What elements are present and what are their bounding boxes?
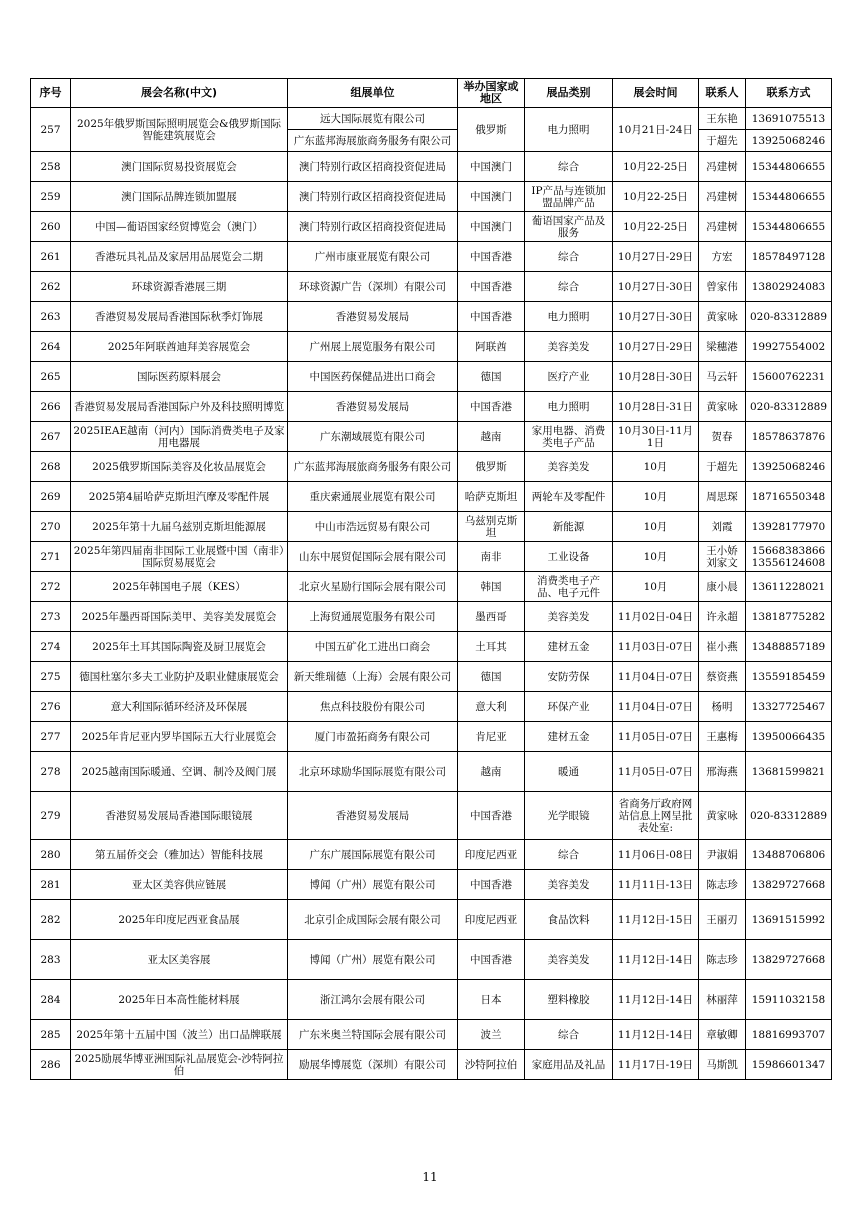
cell-country: 德国 — [458, 362, 525, 392]
table-row — [31, 900, 832, 940]
table-row — [31, 512, 832, 542]
table-row — [31, 662, 832, 692]
cell-country: 中国澳门 — [458, 212, 525, 242]
cell-country: 中国香港 — [458, 302, 525, 332]
cell-phone: 15344806655 — [746, 182, 832, 212]
cell-contact: 陈志珍 — [699, 870, 746, 900]
cell-no: 271 — [31, 542, 71, 572]
header-category: 展品类别 — [525, 79, 613, 108]
cell-contact: 冯建树 — [699, 182, 746, 212]
cell-country: 中国澳门 — [458, 182, 525, 212]
cell-name: 2025年印度尼西亚食品展 — [71, 900, 288, 940]
cell-category: 医疗产业 — [525, 362, 613, 392]
cell-time: 10月22-25日 — [613, 182, 699, 212]
cell-organizer: 广东蓝邦海展旅商务服务有限公司 — [288, 452, 458, 482]
cell-contact: 贺春 — [699, 422, 746, 452]
cell-name: 德国杜塞尔多夫工业防护及职业健康展览会 — [71, 662, 288, 692]
cell-time: 10月21日-24日 — [613, 108, 699, 152]
cell-organizer: 澳门特别行政区招商投资促进局 — [288, 212, 458, 242]
cell-contact: 周思琛 — [699, 482, 746, 512]
cell-name: 2025第4届哈萨克斯坦汽摩及零配件展 — [71, 482, 288, 512]
cell-phone: 13691075513 — [746, 108, 832, 130]
header-contact: 联系人 — [699, 79, 746, 108]
cell-category: 综合 — [525, 272, 613, 302]
cell-time: 省商务厅政府网站信息上网呈批表处室: — [613, 792, 699, 840]
cell-category: 葡语国家产品及服务 — [525, 212, 613, 242]
cell-organizer: 浙江鸿尔会展有限公司 — [288, 980, 458, 1020]
cell-contact: 马云轩 — [699, 362, 746, 392]
cell-name: 2025年俄罗斯国际照明展览会&俄罗斯国际智能建筑展览会 — [71, 108, 288, 152]
cell-phone: 18716550348 — [746, 482, 832, 512]
cell-no: 272 — [31, 572, 71, 602]
table-row — [31, 632, 832, 662]
cell-time: 11月06日-08日 — [613, 840, 699, 870]
cell-phone — [746, 542, 832, 572]
cell-category: 环保产业 — [525, 692, 613, 722]
table-row — [31, 602, 832, 632]
cell-no: 274 — [31, 632, 71, 662]
cell-category: 美容美发 — [525, 452, 613, 482]
cell-time: 11月05日-07日 — [613, 722, 699, 752]
cell-organizer: 香港贸易发展局 — [288, 302, 458, 332]
cell-no: 258 — [31, 152, 71, 182]
cell-category: 美容美发 — [525, 332, 613, 362]
cell-time: 10月 — [613, 452, 699, 482]
cell-time: 10月27日-30日 — [613, 302, 699, 332]
cell-phone: 13488857189 — [746, 632, 832, 662]
cell-country: 中国香港 — [458, 870, 525, 900]
cell-category: 家庭用品及礼品 — [525, 1050, 613, 1080]
cell-no: 267 — [31, 422, 71, 452]
cell-name: 中国—葡语国家经贸博览会（澳门） — [71, 212, 288, 242]
cell-no: 273 — [31, 602, 71, 632]
cell-name: 国际医药原料展会 — [71, 362, 288, 392]
cell-time: 11月05日-07日 — [613, 752, 699, 792]
cell-organizer: 广东潮域展览有限公司 — [288, 422, 458, 452]
cell-name: 2025年土耳其国际陶瓷及厨卫展览会 — [71, 632, 288, 662]
cell-phone: 13691515992 — [746, 900, 832, 940]
cell-organizer: 澳门特别行政区招商投资促进局 — [288, 152, 458, 182]
cell-contact: 于超先 — [699, 452, 746, 482]
cell-organizer: 北京引企成国际会展有限公司 — [288, 900, 458, 940]
cell-phone: 18816993707 — [746, 1020, 832, 1050]
cell-phone: 18578637876 — [746, 422, 832, 452]
cell-contact: 蔡资燕 — [699, 662, 746, 692]
cell-category: IP产品与连锁加盟品牌产品 — [525, 182, 613, 212]
cell-no: 263 — [31, 302, 71, 332]
cell-organizer: 北京火星励行国际会展有限公司 — [288, 572, 458, 602]
cell-no: 259 — [31, 182, 71, 212]
cell-phone: 15986601347 — [746, 1050, 832, 1080]
cell-organizer: 上海贸通展览服务有限公司 — [288, 602, 458, 632]
cell-no: 281 — [31, 870, 71, 900]
cell-country: 哈萨克斯坦 — [458, 482, 525, 512]
cell-organizer: 重庆索通展业展览有限公司 — [288, 482, 458, 512]
cell-name: 香港贸易发展局香港国际户外及科技照明博览 — [71, 392, 288, 422]
cell-phone-line: 13556124608 — [751, 556, 826, 569]
cell-country: 阿联酋 — [458, 332, 525, 362]
cell-name: 香港贸易发展局香港国际眼镜展 — [71, 792, 288, 840]
cell-time: 11月17日-19日 — [613, 1050, 699, 1080]
cell-category: 建材五金 — [525, 632, 613, 662]
cell-no: 266 — [31, 392, 71, 422]
cell-contact: 方宏 — [699, 242, 746, 272]
cell-phone: 15911032158 — [746, 980, 832, 1020]
table-header-row — [31, 79, 832, 108]
cell-no: 261 — [31, 242, 71, 272]
header-organizer: 组展单位 — [288, 79, 458, 108]
table-row — [31, 752, 832, 792]
cell-phone: 020-83312889 — [746, 792, 832, 840]
cell-organizer: 广东蓝邦海展旅商务服务有限公司 — [288, 130, 458, 152]
cell-country: 波兰 — [458, 1020, 525, 1050]
cell-name: 2025励展华博亚洲国际礼品展览会-沙特阿拉伯 — [71, 1050, 288, 1080]
table-row — [31, 182, 832, 212]
cell-no: 280 — [31, 840, 71, 870]
cell-phone: 13488706806 — [746, 840, 832, 870]
cell-name: 2025年韩国电子展（KES） — [71, 572, 288, 602]
cell-no: 262 — [31, 272, 71, 302]
cell-contact: 曾家伟 — [699, 272, 746, 302]
cell-category: 美容美发 — [525, 870, 613, 900]
cell-name: 第五届侨交会（雅加达）智能科技展 — [71, 840, 288, 870]
cell-category: 综合 — [525, 840, 613, 870]
cell-organizer: 广东广展国际展览有限公司 — [288, 840, 458, 870]
cell-country: 肯尼亚 — [458, 722, 525, 752]
cell-name: 2025年第十九届乌兹别克斯坦能源展 — [71, 512, 288, 542]
cell-organizer: 博闻（广州）展览有限公司 — [288, 940, 458, 980]
cell-time: 10月22-25日 — [613, 212, 699, 242]
cell-contact: 冯建树 — [699, 212, 746, 242]
cell-contact-line: 刘家文 — [706, 556, 738, 569]
cell-name: 2025IEAE越南（河内）国际消费类电子及家用电器展 — [71, 422, 288, 452]
cell-category: 安防劳保 — [525, 662, 613, 692]
cell-contact: 黄家咏 — [699, 302, 746, 332]
cell-name: 香港玩具礼品及家居用品展览会二期 — [71, 242, 288, 272]
cell-contact: 于超先 — [699, 130, 746, 152]
cell-category: 综合 — [525, 242, 613, 272]
cell-phone: 13559185459 — [746, 662, 832, 692]
cell-no: 279 — [31, 792, 71, 840]
cell-phone: 13925068246 — [746, 130, 832, 152]
cell-organizer: 焦点科技股份有限公司 — [288, 692, 458, 722]
cell-category: 美容美发 — [525, 602, 613, 632]
cell-no: 282 — [31, 900, 71, 940]
cell-phone: 13802924083 — [746, 272, 832, 302]
cell-contact: 王丽刃 — [699, 900, 746, 940]
cell-category: 光学眼镜 — [525, 792, 613, 840]
cell-country: 中国香港 — [458, 792, 525, 840]
cell-no: 277 — [31, 722, 71, 752]
cell-contact: 黄家咏 — [699, 792, 746, 840]
table-row — [31, 722, 832, 752]
cell-country: 墨西哥 — [458, 602, 525, 632]
cell-category: 综合 — [525, 1020, 613, 1050]
table-row — [31, 302, 832, 332]
cell-name: 2025年墨西哥国际美甲、美容美发展览会 — [71, 602, 288, 632]
cell-category: 两轮车及零配件 — [525, 482, 613, 512]
cell-category: 食品饮料 — [525, 900, 613, 940]
cell-no: 275 — [31, 662, 71, 692]
cell-name: 2025年第四届南非国际工业展暨中国（南非）国际贸易展览会 — [71, 542, 288, 572]
cell-time: 10月27日-29日 — [613, 242, 699, 272]
cell-phone: 13681599821 — [746, 752, 832, 792]
cell-phone: 13928177970 — [746, 512, 832, 542]
cell-time: 10月30日-11月1日 — [613, 422, 699, 452]
cell-category: 工业设备 — [525, 542, 613, 572]
cell-country: 中国香港 — [458, 940, 525, 980]
cell-time: 10月28日-31日 — [613, 392, 699, 422]
cell-country: 德国 — [458, 662, 525, 692]
cell-phone: 13829727668 — [746, 870, 832, 900]
cell-time: 11月02日-04日 — [613, 602, 699, 632]
table-row — [31, 1020, 832, 1050]
cell-phone: 020-83312889 — [746, 302, 832, 332]
cell-phone: 13829727668 — [746, 940, 832, 980]
cell-contact-line: 王小娇 — [706, 544, 738, 557]
cell-category: 综合 — [525, 152, 613, 182]
cell-phone: 13611228021 — [746, 572, 832, 602]
cell-category: 电力照明 — [525, 108, 613, 152]
cell-no: 284 — [31, 980, 71, 1020]
cell-time: 10月 — [613, 512, 699, 542]
cell-contact: 陈志珍 — [699, 940, 746, 980]
cell-organizer: 中国五矿化工进出口商会 — [288, 632, 458, 662]
cell-name: 环球资源香港展三期 — [71, 272, 288, 302]
cell-time: 11月12日-14日 — [613, 1020, 699, 1050]
cell-contact: 邢海燕 — [699, 752, 746, 792]
cell-country: 韩国 — [458, 572, 525, 602]
cell-time: 11月12日-15日 — [613, 900, 699, 940]
cell-contact: 康小晨 — [699, 572, 746, 602]
cell-organizer: 广州市康亚展览有限公司 — [288, 242, 458, 272]
cell-time: 11月03日-07日 — [613, 632, 699, 662]
cell-country: 土耳其 — [458, 632, 525, 662]
cell-organizer: 厦门市盈拓商务有限公司 — [288, 722, 458, 752]
cell-country: 印度尼西亚 — [458, 900, 525, 940]
cell-country: 沙特阿拉伯 — [458, 1050, 525, 1080]
cell-country: 意大利 — [458, 692, 525, 722]
cell-no: 269 — [31, 482, 71, 512]
cell-phone: 13818775282 — [746, 602, 832, 632]
table-row — [31, 242, 832, 272]
cell-time: 11月12日-14日 — [613, 940, 699, 980]
cell-country: 中国香港 — [458, 242, 525, 272]
table-row — [31, 870, 832, 900]
table-row — [31, 392, 832, 422]
cell-category: 电力照明 — [525, 302, 613, 332]
cell-country: 俄罗斯 — [458, 108, 525, 152]
table-row — [31, 542, 832, 572]
cell-phone: 19927554002 — [746, 332, 832, 362]
cell-contact: 尹淑娟 — [699, 840, 746, 870]
cell-organizer: 北京环球励华国际展览有限公司 — [288, 752, 458, 792]
cell-category: 新能源 — [525, 512, 613, 542]
cell-organizer: 广州展上展览服务有限公司 — [288, 332, 458, 362]
cell-organizer: 环球资源广告（深圳）有限公司 — [288, 272, 458, 302]
cell-contact: 崔小燕 — [699, 632, 746, 662]
cell-contact — [699, 542, 746, 572]
cell-phone: 13950066435 — [746, 722, 832, 752]
table-row — [31, 572, 832, 602]
cell-organizer: 新天维瑞德（上海）会展有限公司 — [288, 662, 458, 692]
cell-no: 270 — [31, 512, 71, 542]
table-row — [31, 482, 832, 512]
cell-contact: 马斯凯 — [699, 1050, 746, 1080]
cell-phone: 18578497128 — [746, 242, 832, 272]
cell-time: 10月28日-30日 — [613, 362, 699, 392]
cell-category: 家用电器、消费类电子产品 — [525, 422, 613, 452]
cell-country: 印度尼西亚 — [458, 840, 525, 870]
cell-name: 亚太区美容供应链展 — [71, 870, 288, 900]
cell-contact: 王东艳 — [699, 108, 746, 130]
cell-category: 消费类电子产品、电子元件 — [525, 572, 613, 602]
cell-time: 10月 — [613, 482, 699, 512]
cell-country: 南非 — [458, 542, 525, 572]
table-row — [31, 1050, 832, 1080]
cell-no: 268 — [31, 452, 71, 482]
cell-category: 美容美发 — [525, 940, 613, 980]
cell-name: 2025年日本高性能材料展 — [71, 980, 288, 1020]
cell-time: 10月22-25日 — [613, 152, 699, 182]
table-row — [31, 452, 832, 482]
table-row — [31, 332, 832, 362]
table-row — [31, 272, 832, 302]
cell-organizer: 中山市浩远贸易有限公司 — [288, 512, 458, 542]
cell-time: 11月11日-13日 — [613, 870, 699, 900]
cell-organizer: 博闻（广州）展览有限公司 — [288, 870, 458, 900]
table-row — [31, 692, 832, 722]
cell-phone-line: 15668383866 — [751, 544, 826, 557]
cell-organizer: 香港贸易发展局 — [288, 392, 458, 422]
cell-country: 中国澳门 — [458, 152, 525, 182]
cell-time: 10月 — [613, 572, 699, 602]
cell-contact: 刘霞 — [699, 512, 746, 542]
cell-no: 264 — [31, 332, 71, 362]
cell-name: 亚太区美容展 — [71, 940, 288, 980]
cell-country: 越南 — [458, 422, 525, 452]
cell-no: 285 — [31, 1020, 71, 1050]
cell-category: 电力照明 — [525, 392, 613, 422]
header-time: 展会时间 — [613, 79, 699, 108]
cell-time: 10月27日-30日 — [613, 272, 699, 302]
table-row — [31, 212, 832, 242]
cell-country: 中国香港 — [458, 272, 525, 302]
cell-phone: 13925068246 — [746, 452, 832, 482]
cell-time: 11月04日-07日 — [613, 662, 699, 692]
cell-name: 2025年阿联酋迪拜美容展览会 — [71, 332, 288, 362]
cell-organizer: 广东米奥兰特国际会展有限公司 — [288, 1020, 458, 1050]
cell-no: 283 — [31, 940, 71, 980]
table-row — [31, 362, 832, 392]
cell-category: 建材五金 — [525, 722, 613, 752]
header-phone: 联系方式 — [746, 79, 832, 108]
cell-time: 10月 — [613, 542, 699, 572]
cell-no: 286 — [31, 1050, 71, 1080]
cell-organizer: 远大国际展览有限公司 — [288, 108, 458, 130]
table-row — [31, 940, 832, 980]
table-row — [31, 108, 832, 130]
exhibition-table — [30, 78, 832, 1080]
header-country: 举办国家或地区 — [458, 79, 525, 108]
cell-no: 260 — [31, 212, 71, 242]
cell-contact: 杨明 — [699, 692, 746, 722]
cell-category: 暖通 — [525, 752, 613, 792]
cell-country: 乌兹别克斯坦 — [458, 512, 525, 542]
cell-no: 265 — [31, 362, 71, 392]
cell-phone: 15344806655 — [746, 212, 832, 242]
cell-country: 中国香港 — [458, 392, 525, 422]
cell-name: 2025年第十五届中国（波兰）出口品牌联展 — [71, 1020, 288, 1050]
cell-category: 塑料橡胶 — [525, 980, 613, 1020]
table-row — [31, 840, 832, 870]
cell-name: 2025年肯尼亚内罗毕国际五大行业展览会 — [71, 722, 288, 752]
cell-no: 257 — [31, 108, 71, 152]
cell-time: 11月12日-14日 — [613, 980, 699, 1020]
cell-organizer: 澳门特别行政区招商投资促进局 — [288, 182, 458, 212]
cell-no: 278 — [31, 752, 71, 792]
cell-contact: 章敏卿 — [699, 1020, 746, 1050]
cell-phone: 15600762231 — [746, 362, 832, 392]
cell-contact: 黄家咏 — [699, 392, 746, 422]
cell-country: 日本 — [458, 980, 525, 1020]
cell-time: 10月27日-29日 — [613, 332, 699, 362]
cell-name: 澳门国际品牌连锁加盟展 — [71, 182, 288, 212]
cell-name: 2025越南国际暖通、空调、制冷及阀门展 — [71, 752, 288, 792]
cell-organizer: 山东中展贸促国际会展有限公司 — [288, 542, 458, 572]
cell-phone: 020-83312889 — [746, 392, 832, 422]
cell-contact: 林丽萍 — [699, 980, 746, 1020]
header-no: 序号 — [31, 79, 71, 108]
cell-contact: 王惠梅 — [699, 722, 746, 752]
table-row — [31, 980, 832, 1020]
table-row — [31, 152, 832, 182]
header-name: 展会名称(中文) — [71, 79, 288, 108]
cell-phone: 15344806655 — [746, 152, 832, 182]
table-row — [31, 422, 832, 452]
cell-name: 2025俄罗斯国际美容及化妆品展览会 — [71, 452, 288, 482]
cell-no: 276 — [31, 692, 71, 722]
page-number: 11 — [422, 1170, 438, 1184]
cell-name: 意大利国际循环经济及环保展 — [71, 692, 288, 722]
cell-contact: 许永超 — [699, 602, 746, 632]
cell-time: 11月04日-07日 — [613, 692, 699, 722]
cell-name: 香港贸易发展局香港国际秋季灯饰展 — [71, 302, 288, 332]
cell-organizer: 励展华博展览（深圳）有限公司 — [288, 1050, 458, 1080]
cell-contact: 梁穗港 — [699, 332, 746, 362]
table-row — [31, 792, 832, 840]
cell-phone: 13327725467 — [746, 692, 832, 722]
cell-name: 澳门国际贸易投资展览会 — [71, 152, 288, 182]
cell-organizer: 香港贸易发展局 — [288, 792, 458, 840]
cell-contact: 冯建树 — [699, 152, 746, 182]
cell-organizer: 中国医药保健品进出口商会 — [288, 362, 458, 392]
cell-country: 俄罗斯 — [458, 452, 525, 482]
cell-country: 越南 — [458, 752, 525, 792]
